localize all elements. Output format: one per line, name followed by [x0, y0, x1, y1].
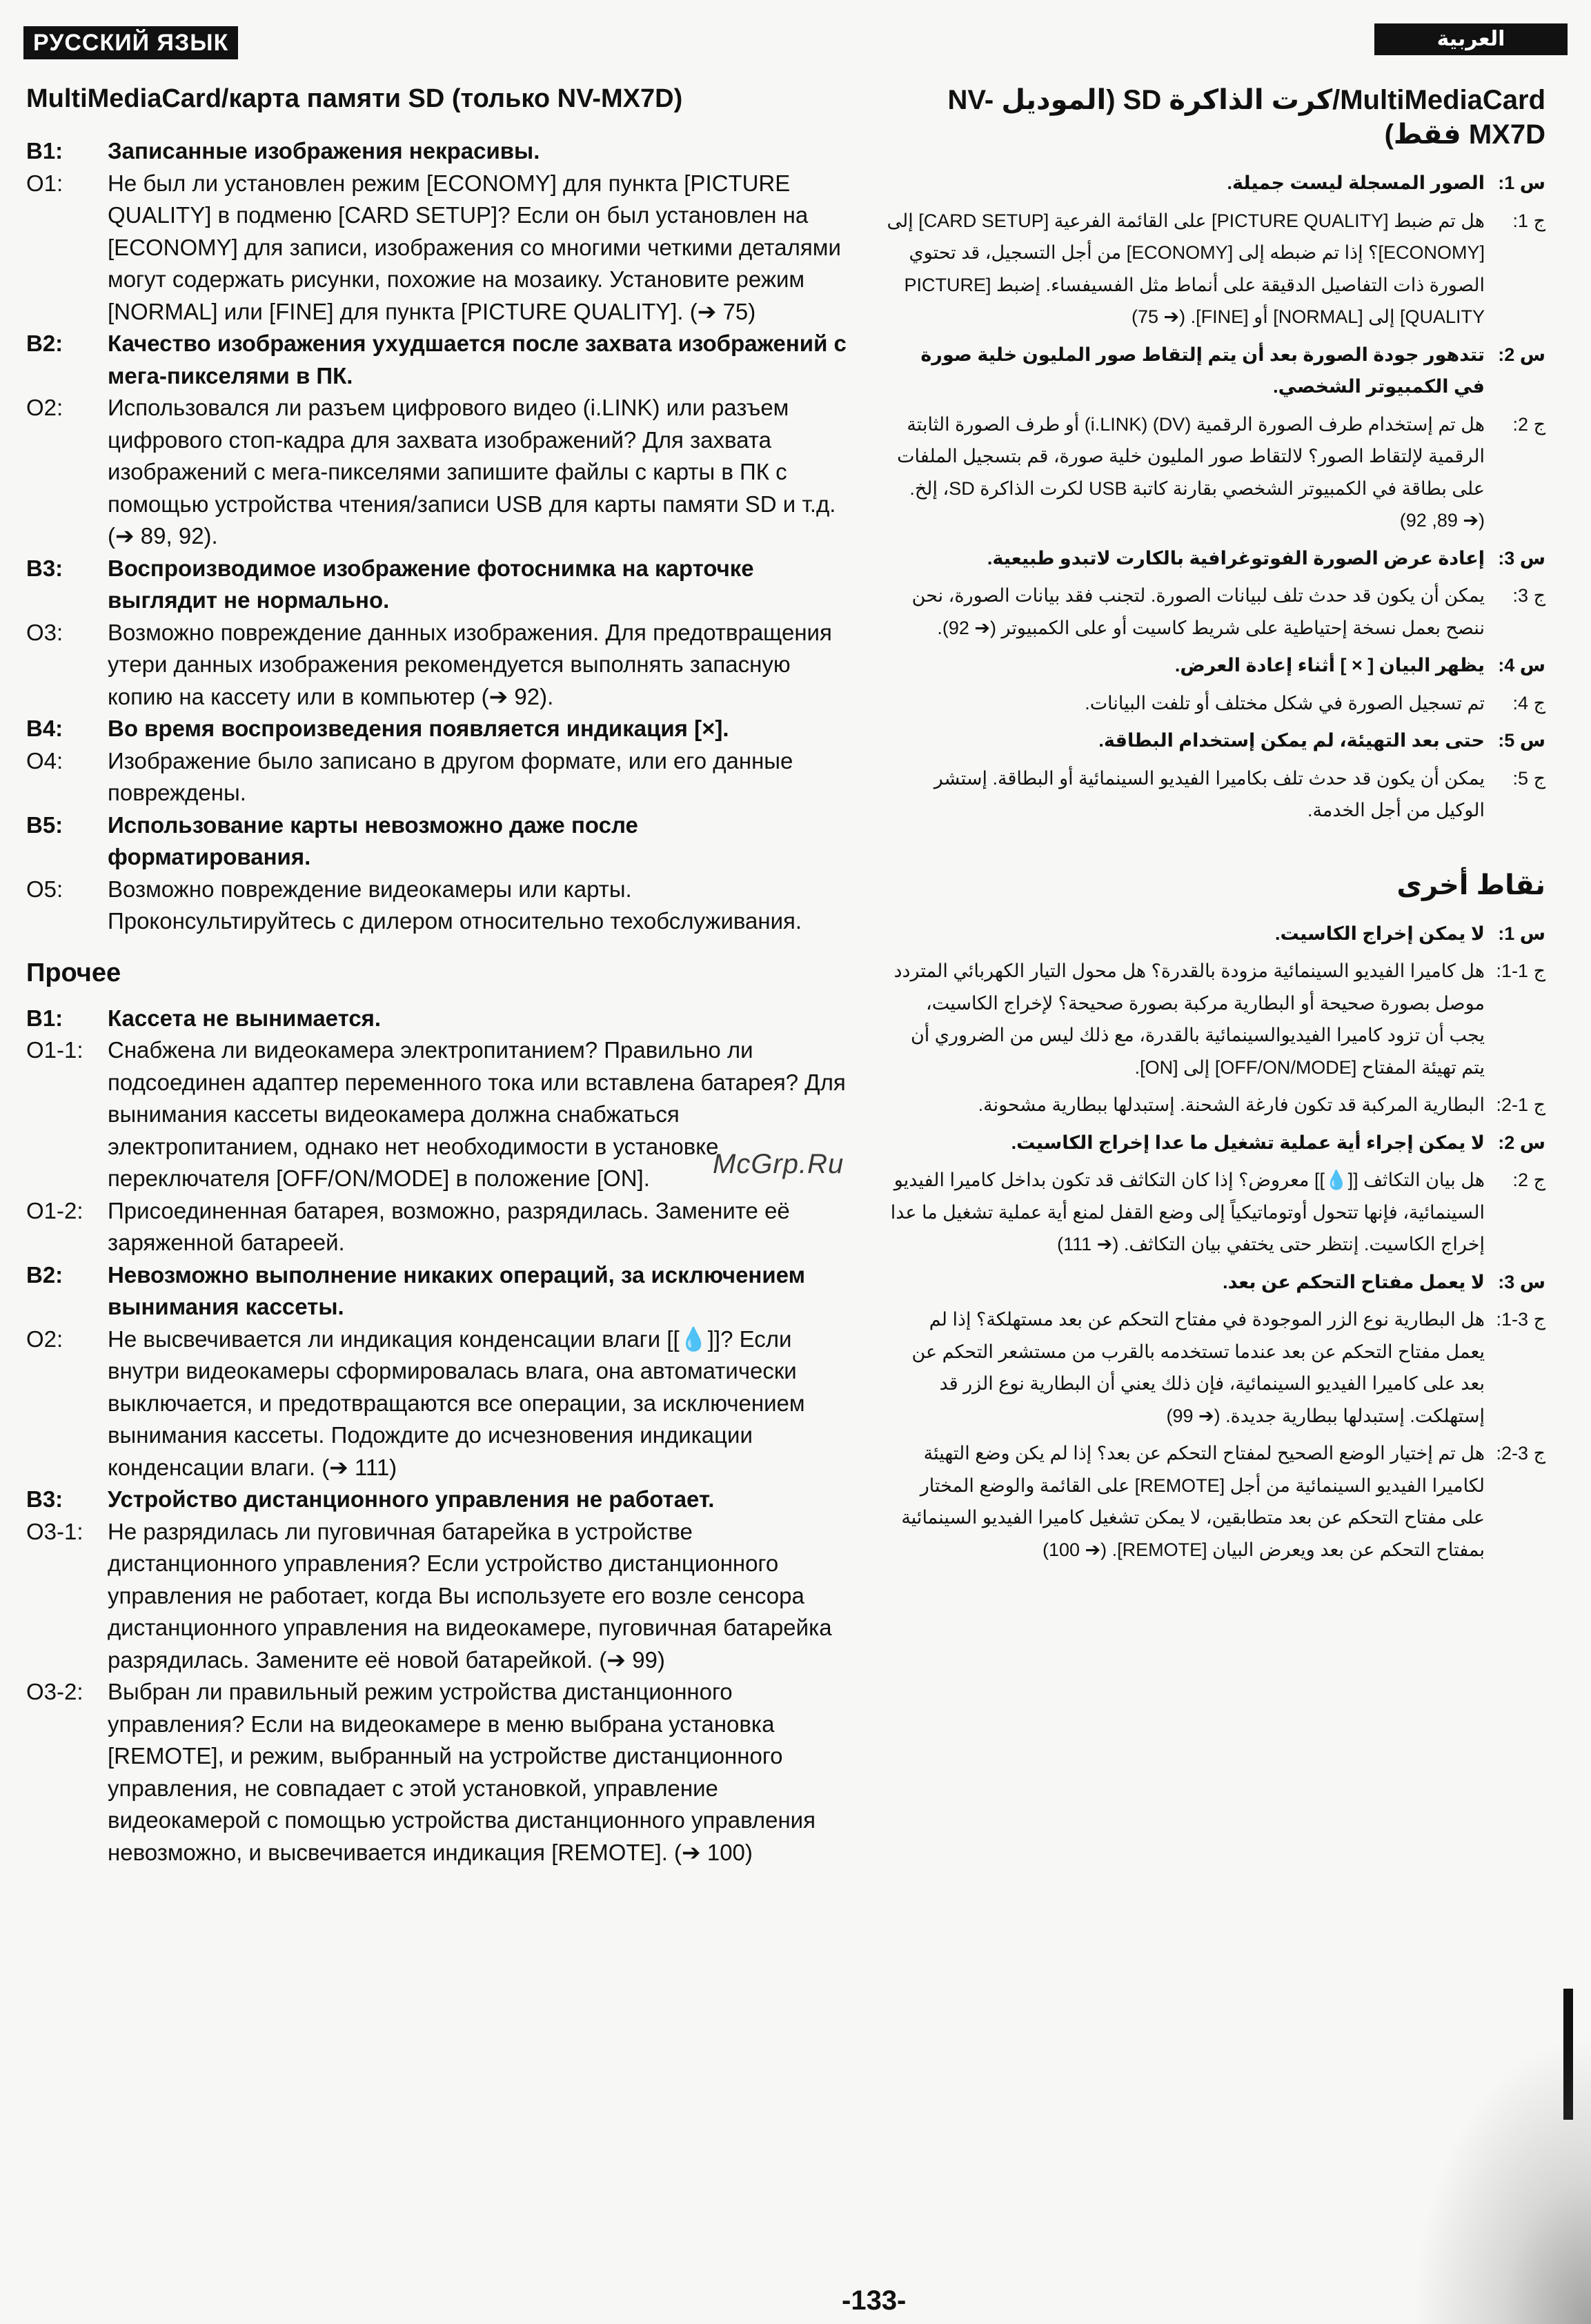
question: [887, 725, 1545, 757]
item-label: В4:: [26, 716, 63, 741]
answer-text: يمكن أن يكون قد حدث تلف بكاميرا الفيديو السينمائية أو البطاقة. إستشر الوكيل من أجل الخدمة.: [933, 767, 1485, 820]
answer: [26, 1323, 847, 1484]
item-label: В3:: [26, 1486, 63, 1512]
answer: [26, 392, 847, 553]
answer-text: Не разрядилась ли пуговичная батарейка в устройстве дистанционного управления? Если устройство дистанционного управления не работает, когда Вы используете его возле сенсора дистанционного управления на видеокамере, пуговичная батарейка разрядилась. Замените её новой батарейкой. (➔ 99): [108, 1518, 832, 1673]
item-label: В1:: [26, 138, 63, 164]
answer-text: Снабжена ли видеокамера электропитанием? Правильно ли подсоединен адаптер переменного тока или вставлена батарея? Для вынимания кассеты видеокамера должна снабжаться электропитанием, однако нет необходимости в установке переключателя [OFF/ON/MODE] в положение [ON].: [108, 1037, 846, 1191]
item-label: О5:: [26, 876, 63, 902]
answer: [887, 580, 1545, 644]
item-label: В5:: [26, 811, 63, 838]
answer: [887, 1164, 1545, 1261]
item-label: ج 3:: [1512, 585, 1545, 606]
question-text: تتدهور جودة الصورة بعد أن يتم إلتقاط صور المليون خلية صورة في الكمبيوتر الشخصي.: [920, 344, 1485, 397]
answer: [887, 1089, 1545, 1121]
question-text: الصور المسجلة ليست جميلة.: [1227, 173, 1485, 193]
question: [887, 649, 1545, 682]
question: [26, 1003, 847, 1035]
item-label: ج 4:: [1512, 692, 1545, 713]
question-text: Качество изображения ухудшается после захвата изображений с мега-пикселями в ПК.: [108, 331, 847, 388]
item-label: О2:: [26, 395, 63, 420]
answer-text: هل بيان التكاثف [[💧]] معروض؟ إذا كان التكاثف قد تكون بداخل كاميرا الفيديو السينمائية، فإنها تتحول أوتوماتيكياً إلى وضع القفل لمنع أية عملية تشغيل ما عدا إخراج الكاسيت. إنتظر حتى يختفي بيان التكاثف. (➔ 111): [890, 1170, 1485, 1254]
answer-text: Возможно повреждение данных изображения. Для предотвращения утери данных изображения рекомендуется выполнять запасную копию на кассету или в компьютер (➔ 92).: [108, 619, 832, 709]
answer: [887, 1437, 1545, 1566]
section-title: نقاط أخرى: [1396, 869, 1545, 900]
answer: [26, 745, 847, 809]
item-label: ج 2:: [1512, 413, 1545, 435]
item-label: س 3:: [1498, 1271, 1545, 1292]
answer: [26, 168, 847, 328]
item-label: О1-1:: [26, 1037, 83, 1063]
answer-text: Не высвечивается ли индикация конденсации влаги [[💧]]? Если внутри видеокамеры сформировалась влага, она автоматически выключается, и предотвращаются все операции, за исключением вынимания кассеты. Подождите до исчезновения индикации конденсации влаги. (➔ 111): [108, 1326, 805, 1480]
question-text: Кассета не вынимается.: [108, 1005, 382, 1031]
answer-text: هل تم ضبط [PICTURE QUALITY] على القائمة الفرعية [CARD SETUP] إلى [ECONOMY]؟ إذا تم ضبطه إلى [ECONOMY] من أجل التسجيل، قد تحتوي الصورة ذات التفاصيل الدقيقة على أنماط مثل الفسيفساء. إضبط [PICTURE QUALITY] إلى [NORMAL] أو [FINE]. (➔ 75): [887, 210, 1485, 327]
question: [887, 167, 1545, 199]
question: [26, 809, 847, 874]
qa-list: [26, 135, 847, 938]
answer: [26, 617, 847, 713]
answer-text: هل تم إستخدام طرف الصورة الرقمية (DV) (i.LINK) أو طرف الصورة الثابتة الرقمية لإلتقاط الصور؟ لالتقاط صور المليون خلية صورة، قم بتسجيل الملفات على بطاقة في الكمبيوتر الشخصي بقارنة كاتبة USB لكرت الذاكرة SD، إلخ. (➔ 89, 92): [897, 413, 1485, 531]
answer: [887, 205, 1545, 333]
item-label: ج 1-1:: [1496, 961, 1545, 981]
item-label: س 5:: [1498, 730, 1545, 751]
qa-list: [887, 918, 1545, 1566]
qa-list: [887, 167, 1545, 827]
answer-text: Выбран ли правильный режим устройства дистанционного управления? Если на видеокамере в меню выбрана установка [REMOTE], и режим, выбранный на устройстве дистанционного управления, не совпадает с этой установкой, управление видеокамерой с помощью устройства дистанционного управления невозможно, и высвечивается индикация [REMOTE]. (➔ 100): [108, 1679, 816, 1865]
language-tab-russian: РУССКИЙ ЯЗЫК: [23, 26, 238, 59]
answer-text: يمكن أن يكون قد حدث تلف لبيانات الصورة. لتجنب فقد بيانات الصورة، نحن ننصح بعمل نسخة إحتياطية على شريط كاسيت أو على الكمبيوتر (➔ 92).: [911, 585, 1485, 638]
question: [887, 339, 1545, 403]
question: [26, 135, 847, 168]
item-label: О3-1:: [26, 1518, 83, 1544]
answer-text: تم تسجيل الصورة في شكل مختلف أو تلفت البيانات.: [1085, 692, 1485, 713]
answer-text: Изображение было записано в другом формате, или его данные повреждены.: [108, 747, 793, 805]
question: [887, 542, 1545, 575]
question-text: حتى بعد التهيئة، لم يمكن إستخدام البطاقة.: [1098, 730, 1485, 751]
question-text: لا يمكن إخراج الكاسيت.: [1275, 923, 1485, 944]
section-title: MultiMediaCard/كرت الذاكرة SD (الموديل NV-MX7D فقط): [947, 85, 1545, 150]
question-text: Во время воспроизведения появляется индикация [×].: [108, 716, 729, 741]
item-label: ج 5:: [1512, 767, 1545, 789]
scan-noise: [1412, 2034, 1591, 2324]
item-label: В1:: [26, 1005, 63, 1031]
answer-text: هل البطارية نوع الزر الموجودة في مفتاح التحكم عن بعد مستهلكة؟ إذا لم يعمل مفتاح التحكم عن بعد عندما تستخدمه بالقرب من مستشعر التحكم عن بعد على كاميرا الفيديو السينمائية، فإن ذلك يعني أن البطارية نوع الزر قد إستهلكت. إستبدلها ببطارية جديدة. (➔ 99): [911, 1309, 1485, 1426]
answer: [887, 408, 1545, 537]
question-text: Невозможно выполнение никаких операций, за исключением вынимания кассеты.: [108, 1261, 805, 1319]
answer-text: هل تم إختيار الوضع الصحيح لمفتاح التحكم عن بعد؟ إذا لم يكن وضع التهيئة لكاميرا الفيديو السينمائية من أجل [REMOTE] على القائمة والوضع المختار على مفتاح التحكم عن بعد متطابقين، لا يمكن تشغيل كاميرا الفيديو السينمائية بمفتاح التحكم عن بعد ويعرض البيان [REMOTE]. (➔ 100): [901, 1443, 1485, 1560]
russian-column: [26, 81, 847, 1869]
answer-text: Присоединенная батарея, возможно, разрядилась. Замените её заряженной батареей.: [108, 1197, 790, 1255]
item-label: В3:: [26, 555, 63, 581]
question-text: Использование карты невозможно даже после форматирования.: [108, 811, 638, 869]
question: [887, 1127, 1545, 1159]
item-label: س 3:: [1498, 547, 1545, 569]
item-label: В2:: [26, 1261, 63, 1288]
question-text: لا يعمل مفتاح التحكم عن بعد.: [1223, 1271, 1485, 1292]
item-label: س 4:: [1498, 655, 1545, 676]
question-text: Воспроизводимое изображение фотоснимка на карточке выглядит не нормально.: [108, 555, 754, 613]
question: [887, 1266, 1545, 1299]
answer-text: البطارية المركبة قد تكون فارغة الشحنة. إستبدلها ببطارية مشحونة.: [978, 1094, 1485, 1115]
answer: [26, 1516, 847, 1677]
item-label: О3:: [26, 619, 63, 645]
item-label: س 2:: [1498, 1132, 1545, 1153]
qa-list: [26, 1003, 847, 1869]
item-label: س 2:: [1498, 344, 1545, 365]
item-label: ج 3-2:: [1496, 1443, 1545, 1464]
answer-text: Не был ли установлен режим [ECONOMY] для пункта [PICTURE QUALITY] в подменю [CARD SETUP]? Если он был установлен на [ECONOMY] для записи, изображения со многими четкими деталями могут содержать рисунки, похожие на мозаику. Установите режим [NORMAL] или [FINE] для пункта [PICTURE QUALITY]. (➔ 75): [108, 170, 841, 324]
question-text: Записанные изображения некрасивы.: [108, 138, 540, 164]
item-label: س 1:: [1498, 173, 1545, 193]
language-tab-arabic: العربية: [1374, 23, 1568, 55]
answer: [26, 1676, 847, 1869]
item-label: В2:: [26, 331, 63, 356]
question-text: Устройство дистанционного управления не работает.: [108, 1486, 715, 1512]
question: [887, 918, 1545, 950]
section-title: MultiMediaCard/карта памяти SD (только NV-MX7D): [26, 84, 683, 113]
question: [26, 328, 847, 392]
answer: [887, 955, 1545, 1083]
answer: [887, 1303, 1545, 1432]
arabic-column: [887, 83, 1545, 1571]
item-label: О4:: [26, 747, 63, 774]
item-label: س 1:: [1498, 923, 1545, 944]
item-label: О2:: [26, 1326, 63, 1352]
page-number: -133-: [842, 2285, 907, 2316]
answer: [26, 1195, 847, 1259]
question: [26, 1259, 847, 1323]
section-title: Прочее: [26, 958, 121, 987]
question-text: لا يمكن إجراء أية عملية تشغيل ما عدا إخراج الكاسيت.: [1011, 1132, 1485, 1153]
item-label: ج 1:: [1512, 210, 1545, 231]
question-text: إعادة عرض الصورة الفوتوغرافية بالكارت لاتبدو طبيعية.: [987, 547, 1485, 569]
answer-text: Возможно повреждение видеокамеры или карты. Проконсультируйтесь с дилером относительно техобслуживания.: [108, 876, 802, 934]
item-label: О3-2:: [26, 1679, 83, 1704]
question-text: يظهر البيان [ × ] أثناء إعادة العرض.: [1174, 655, 1485, 676]
answer: [26, 874, 847, 938]
answer-text: Использовался ли разъем цифрового видео (i.LINK) или разъем цифрового стоп-кадра для захвата изображений? Для захвата изображений с мега-пикселями запишите файлы с карты в ПК с помощью устройства чтения/записи USB для карты памяти SD и т.д. (➔ 89, 92).: [108, 395, 836, 549]
answer-text: هل كاميرا الفيديو السينمائية مزودة بالقدرة؟ هل محول التيار الكهربائي المتردد موصل بصورة صحيحة أو البطارية مركبة بصورة صحيحة؟ لإخراج الكاسيت، يجب أن تزود كاميرا الفيديوالسينمائية بالقدرة، مع ذلك ليس من الضروري أن يتم تهيئة المفتاح [OFF/ON/MODE] إلى [ON].: [893, 961, 1485, 1078]
item-label: ج 3-1:: [1496, 1309, 1545, 1330]
question: [26, 713, 847, 745]
question: [26, 1484, 847, 1516]
item-label: ج 2:: [1512, 1170, 1545, 1190]
item-label: О1:: [26, 170, 63, 196]
item-label: О1-2:: [26, 1197, 83, 1223]
answer: [887, 687, 1545, 720]
question: [26, 553, 847, 617]
watermark: McGrp.Ru: [713, 1149, 844, 1179]
item-label: ج 1-2:: [1496, 1094, 1545, 1115]
answer: [887, 762, 1545, 827]
